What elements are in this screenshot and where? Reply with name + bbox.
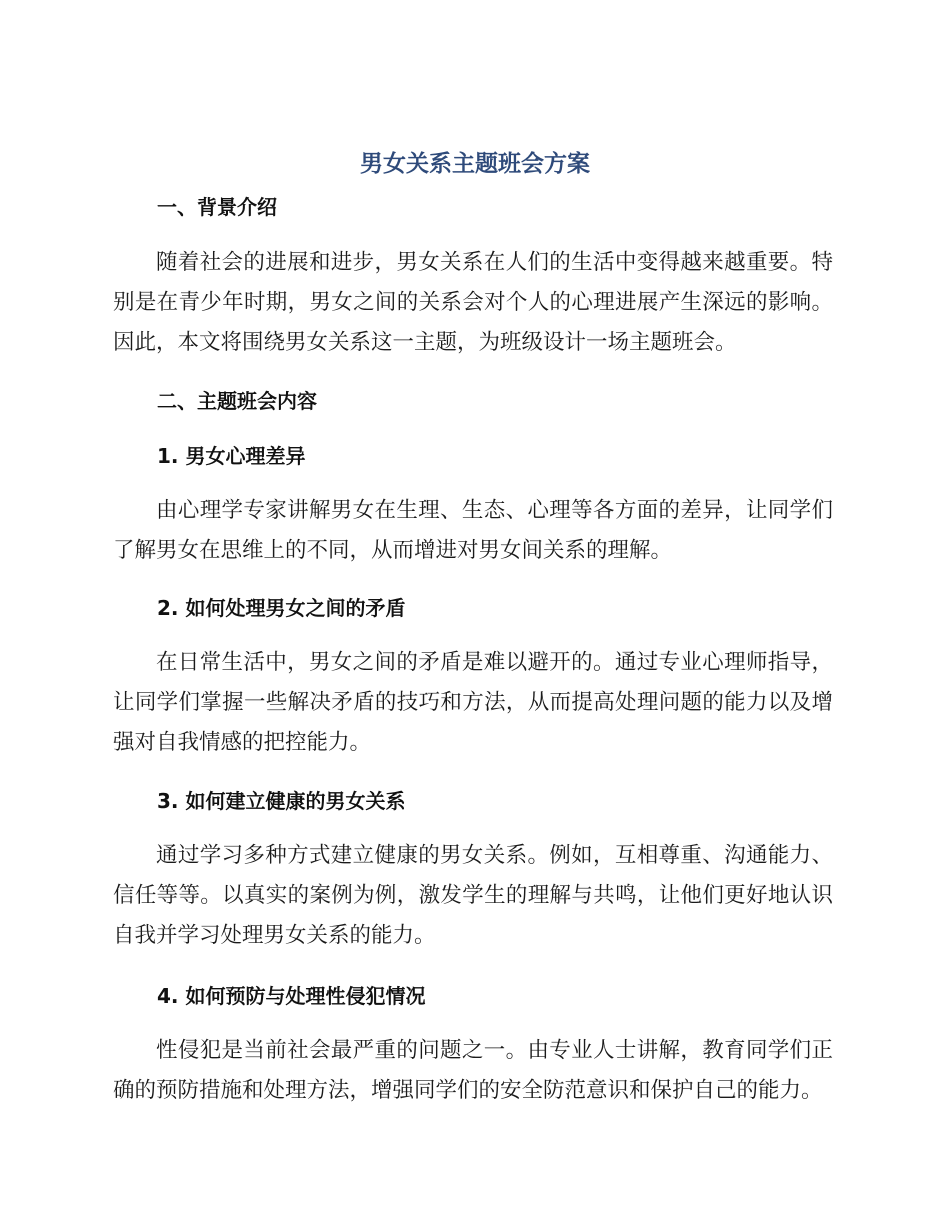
paragraph-prevent-assault: 性侵犯是当前社会最严重的问题之一。由专业人士讲解，教育同学们正确的预防措施和处理方法，增强同学们的安全防范意识和保护自己的能力。 bbox=[113, 1038, 833, 1103]
paragraph-healthy-relationship: 通过学习多种方式建立健康的男女关系。例如，互相尊重、沟通能力、信任等等。以真实的案例为例，激发学生的理解与共鸣，让他们更好地认识自我并学习处理男女关系的能力。 bbox=[113, 843, 833, 948]
section-heading-content: 二、主题班会内容 bbox=[157, 389, 317, 413]
subheading-healthy-relationship: 3. 如何建立健康的男女关系 bbox=[157, 789, 406, 813]
paragraph-psych-difference: 由心理学专家讲解男女在生理、生态、心理等各方面的差异，让同学们了解男女在思维上的不同，从而增进对男女间关系的理解。 bbox=[113, 498, 833, 563]
document-title: 男女关系主题班会方案 bbox=[360, 151, 590, 177]
subheading-prevent-assault: 4. 如何预防与处理性侵犯情况 bbox=[157, 984, 426, 1008]
section-heading-background: 一、背景介绍 bbox=[157, 195, 277, 219]
paragraph-handle-conflict: 在日常生活中，男女之间的矛盾是难以避开的。通过专业心理师指导，让同学们掌握一些解决矛盾的技巧和方法，从而提高处理问题的能力以及增强对自我情感的把控能力。 bbox=[113, 650, 833, 755]
subheading-psych-difference: 1. 男女心理差异 bbox=[157, 444, 306, 468]
paragraph-background: 随着社会的进展和进步，男女关系在人们的生活中变得越来越重要。特别是在青少年时期，男女之间的关系会对个人的心理进展产生深远的影响。因此，本文将围绕男女关系这一主题，为班级设计一场主题班会。 bbox=[113, 250, 833, 355]
subheading-handle-conflict: 2. 如何处理男女之间的矛盾 bbox=[157, 596, 406, 620]
